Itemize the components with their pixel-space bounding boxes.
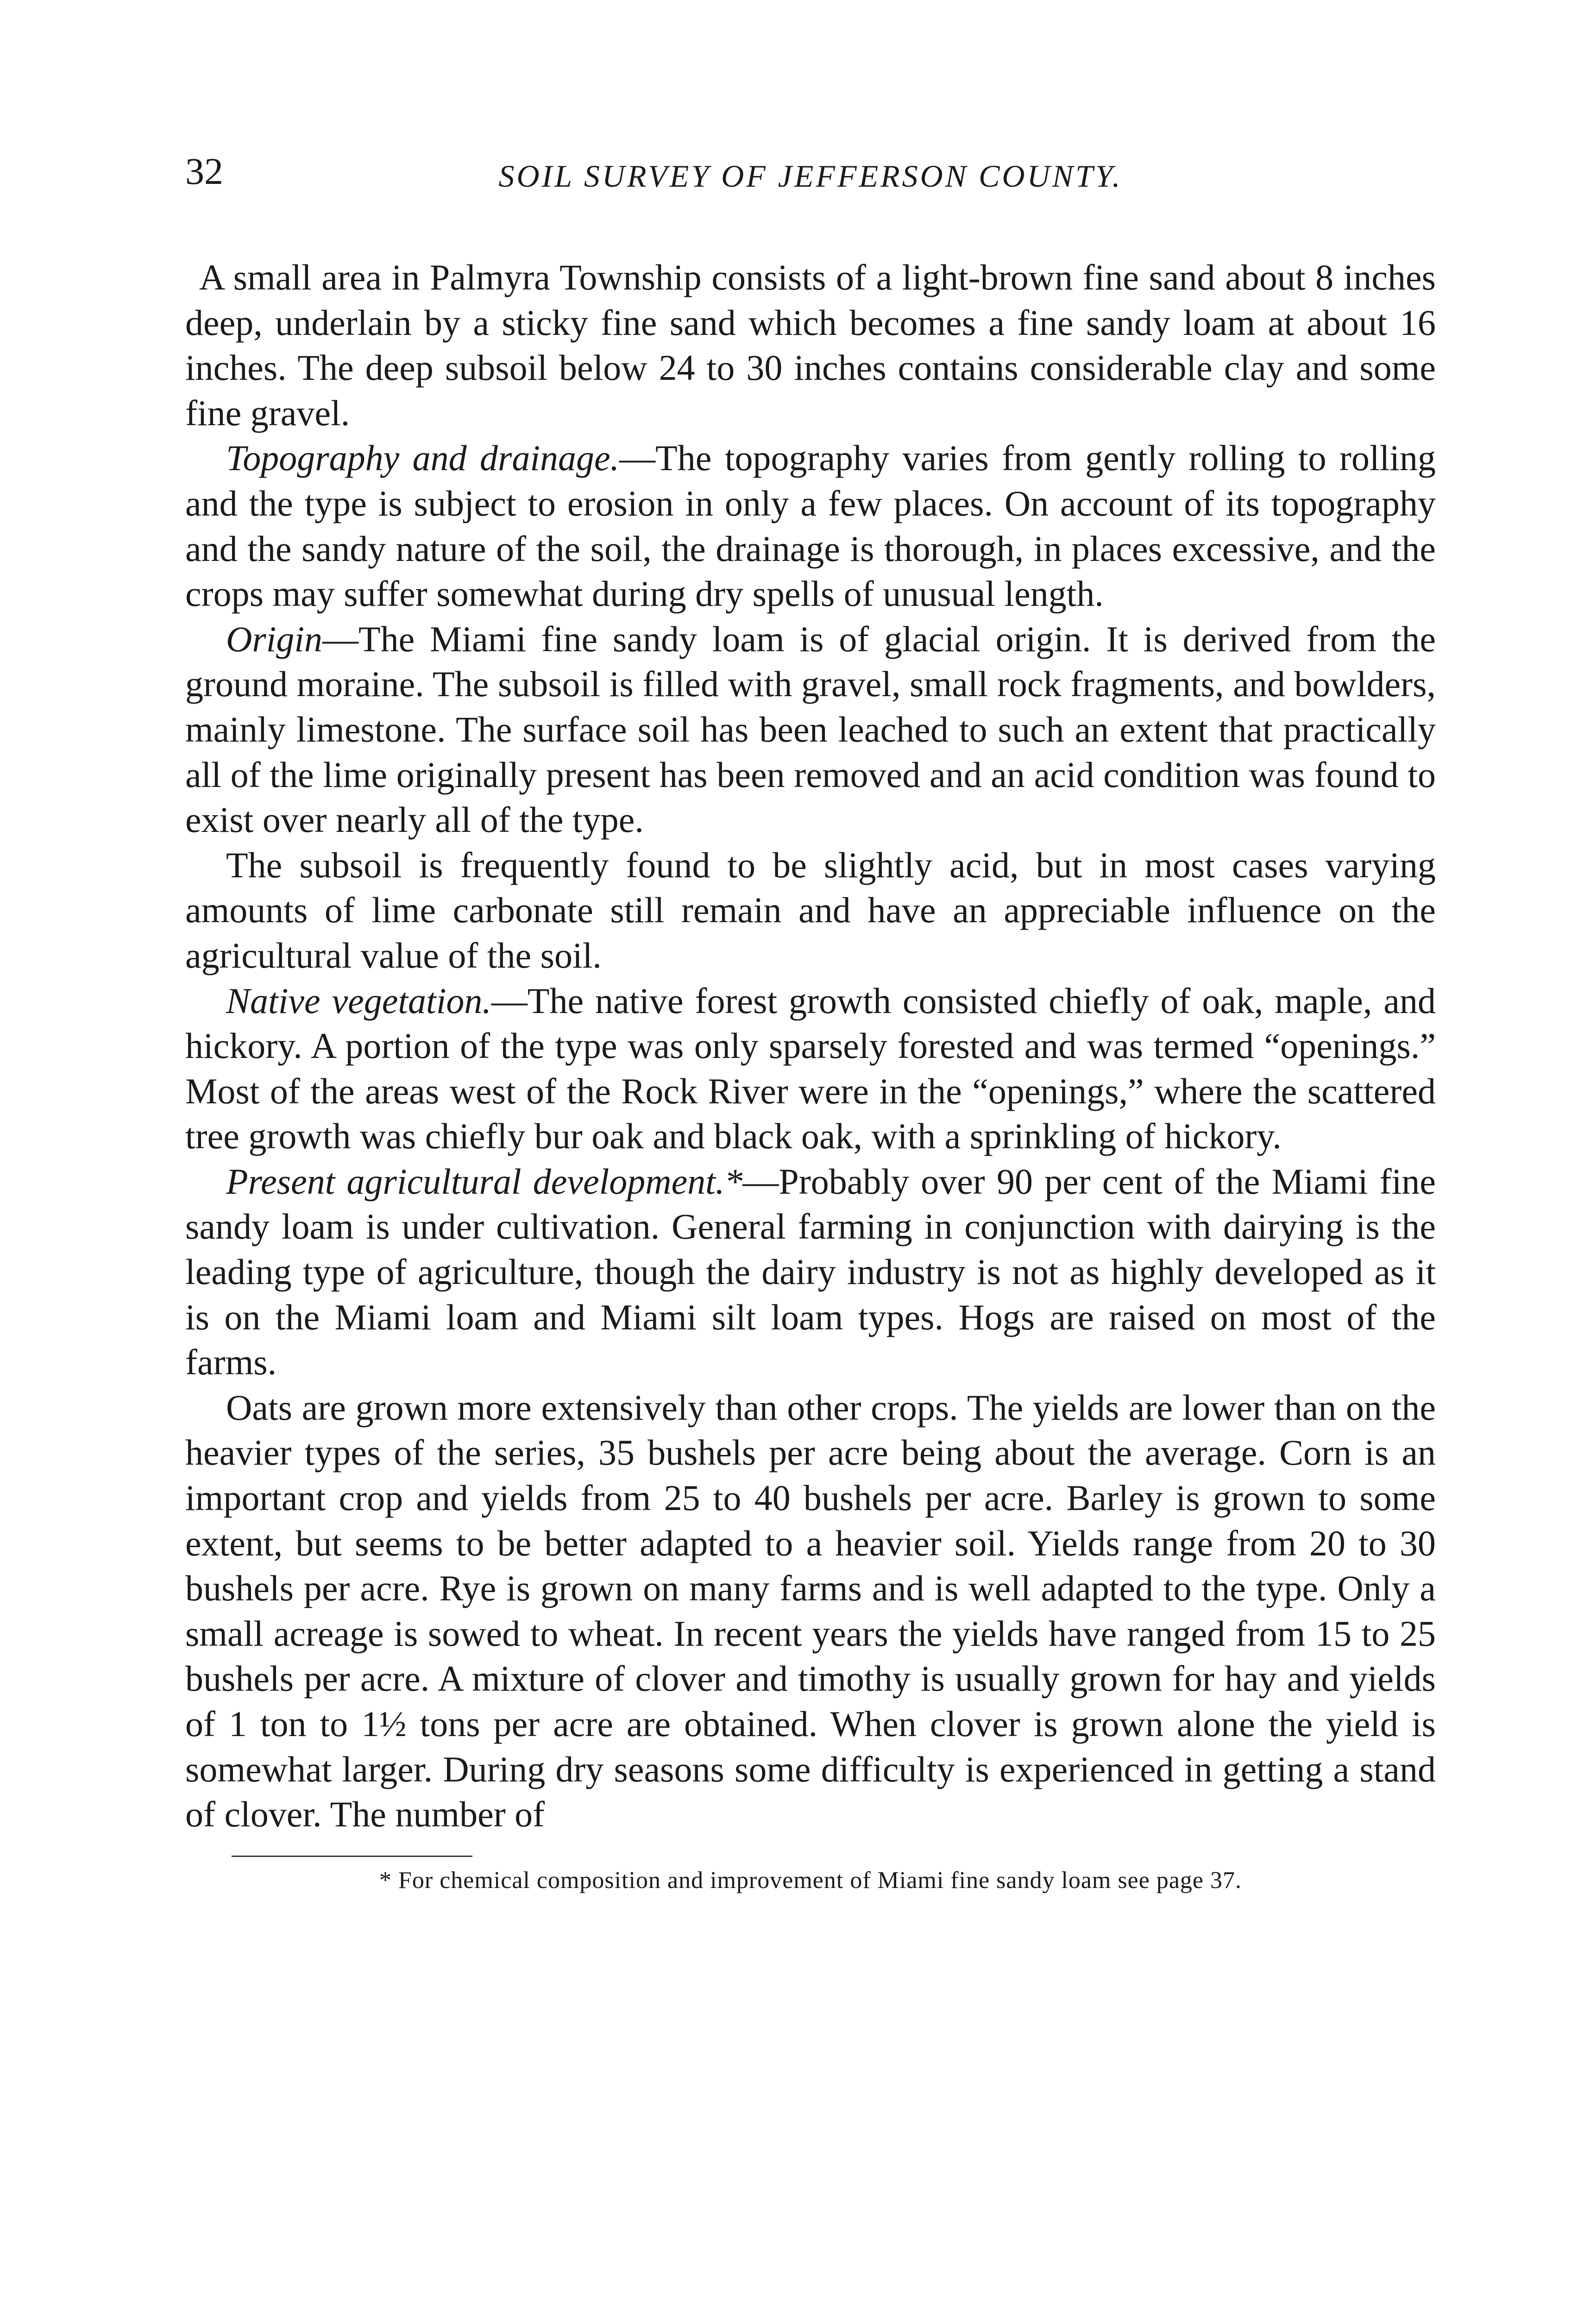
section-heading-agricultural-development: Present agricultural development.* xyxy=(226,1161,743,1202)
paragraph-fine-sand-variation xyxy=(185,255,1436,435)
footnote-marker: * xyxy=(379,1867,392,1894)
paragraph-native-vegetation xyxy=(185,978,1436,1159)
running-header xyxy=(185,148,1436,204)
section-heading-topography: Topography and drainage. xyxy=(226,438,620,478)
paragraph-text: —Probably over 90 per cent of the Miami fine sandy loam is under cultivation. General farming in conjunction with dairying is the leading type of agriculture, though the dairy industry is not as highly developed as it is on the Miami loam and Miami silt loam types. Hogs are raised on most of the farms. xyxy=(185,1161,1436,1383)
running-title: SOIL SURVEY OF JEFFERSON COUNTY. xyxy=(498,158,1123,194)
paragraph-text: Oats are grown more extensively than other crops. The yields are lower than on the heavier types of the series, 35 bushels per acre being about the average. Corn is an important crop and yields from 25 to 40 bushels per acre. Barley is grown to some extent, but seems to be better adapted to a heavier soil. Yields range from 20 to 30 bushels per acre. Rye is grown on many farms and is well adapted to the type. Only a small acreage is sowed to wheat. In recent years the yields have ranged from 15 to 25 bushels per acre. A mixture of clover and timothy is usually grown for hay and yields of 1 ton to 1½ tons per acre are obtained. When clover is grown alone the yield is somewhat larger. During dry seasons some difficulty is experienced in getting a stand of clover. The number of xyxy=(185,1387,1436,1835)
paragraph-text: The subsoil is frequently found to be slightly acid, but in most cases varying amounts of lime carbonate still remain and have an appreciable influence on the agricultural value of the soil. xyxy=(185,844,1436,975)
page-number: 32 xyxy=(185,150,223,192)
footnote-divider xyxy=(232,1856,472,1857)
body-text xyxy=(185,255,1436,1837)
section-heading-origin: Origin xyxy=(226,618,323,659)
paragraph-text: —The native forest growth consisted chiefly of oak, maple, and hickory. A portion of the type was only sparsely forested and was termed “openings.” Most of the areas west of the Rock River were in the “openings,” where the scattered tree growth was chiefly bur oak and black oak, with a sprinkling of hickory. xyxy=(185,980,1436,1157)
paragraph-topography-drainage xyxy=(185,435,1436,616)
footnote-text: For chemical composition and improvement of Miami fine sandy loam see page 37. xyxy=(398,1867,1242,1894)
paragraph-subsoil-acidity xyxy=(185,843,1436,978)
paragraph-text: A small area in Palmyra Township consists of a light-brown fine sand about 8 inches deep, underlain by a sticky fine sand which becomes a fine sandy loam at about 16 inches. The deep subsoil below 24 to 30 inches contains considerable clay and some fine gravel. xyxy=(185,257,1436,433)
paragraph-origin xyxy=(185,617,1436,843)
paragraph-agricultural-development xyxy=(185,1159,1436,1385)
footnote xyxy=(185,1864,1436,1897)
paragraph-crop-yields xyxy=(185,1385,1436,1837)
section-heading-native-vegetation: Native vegetation. xyxy=(226,980,491,1021)
paragraph-text: —The topography varies from gently rolling to rolling and the type is subject to erosion in only a few places. On account of its topography and the sandy nature of the soil, the drainage is thorough, in places excessive, and the crops may suffer somewhat during dry spells of unusual length. xyxy=(185,438,1436,614)
paragraph-text: —The Miami fine sandy loam is of glacial origin. It is derived from the ground moraine. The subsoil is filled with gravel, small rock fragments, and bowlders, mainly limestone. The surface soil has been leached to such an extent that practically all of the lime originally present has been removed and an acid condition was found to exist over nearly all of the type. xyxy=(185,618,1436,840)
book-page xyxy=(185,148,1436,1897)
